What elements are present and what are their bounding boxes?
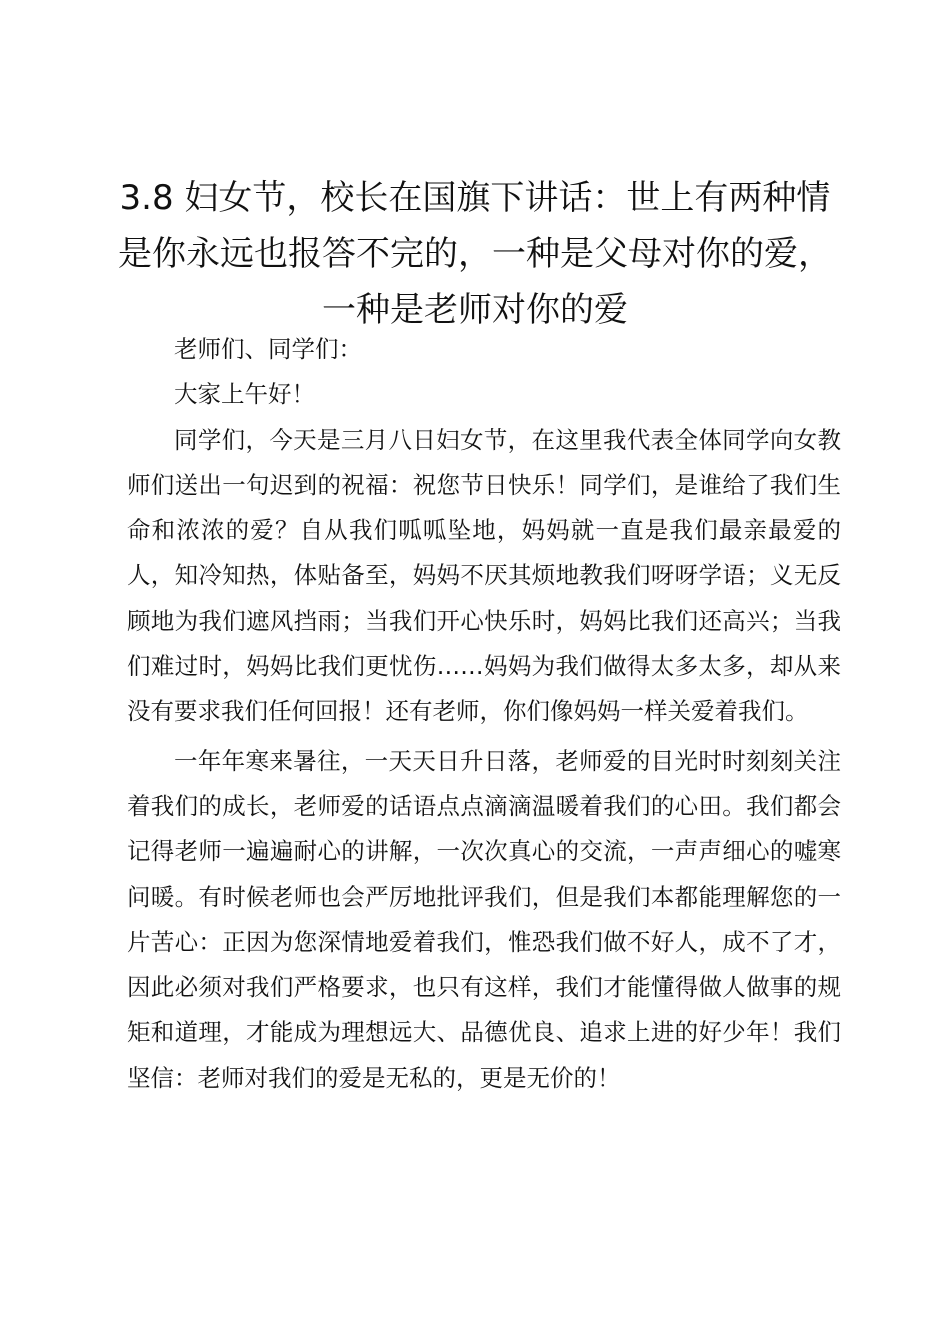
salutation-paragraph: 老师们、同学们： [174, 335, 362, 363]
greeting-paragraph: 大家上午好！ [174, 380, 315, 409]
body-paragraph-mothers: 同学们，今天是三月八日妇女节，在这里我代表全体同学向女教师们送出一句迟到的祝福：祝您节日快乐！同学们，是谁给了我们生命和浓浓的爱？自从我们呱呱坠地，妈妈就一直是我们最亲最爱的人，知冷知热，体贴备至，妈妈不厌其烦地教我们呀呀学语；义无反顾地为我们遮风挡雨；当我们开心快乐时，妈妈比我们还高兴；当我们难过时，妈妈比我们更忧伤……妈妈为我们做得太多太多，却从来没有要求我们任何回报！还有老师，你们像妈妈一样关爱着我们。 [127, 425, 841, 726]
document-body [127, 327, 841, 1101]
body-paragraph-teachers: 一年年寒来暑往，一天天日升日落，老师爱的目光时时刻刻关注着我们的成长，老师爱的话语点点滴滴温暖着我们的心田。我们都会记得老师一遍遍耐心的讲解，一次次真心的交流，一声声细心的嘘寒问暖。有时候老师也会严厉地批评我们，但是我们本都能理解您的一片苦心：正因为您深情地爱着我们，惟恐我们做不好人，成不了才，因此必须对我们严格要求，也只有这样，我们才能懂得做人做事的规矩和道理，才能成为理想远大、品德优良、追求上进的好少年！我们坚信：老师对我们的爱是无私的，更是无价的！ [127, 746, 841, 1092]
document-title: 3.8 妇女节，校长在国旗下讲话：世上有两种情是你永远也报答不完的，一种是父母对你的爱，一种是老师对你的爱 [118, 178, 832, 330]
